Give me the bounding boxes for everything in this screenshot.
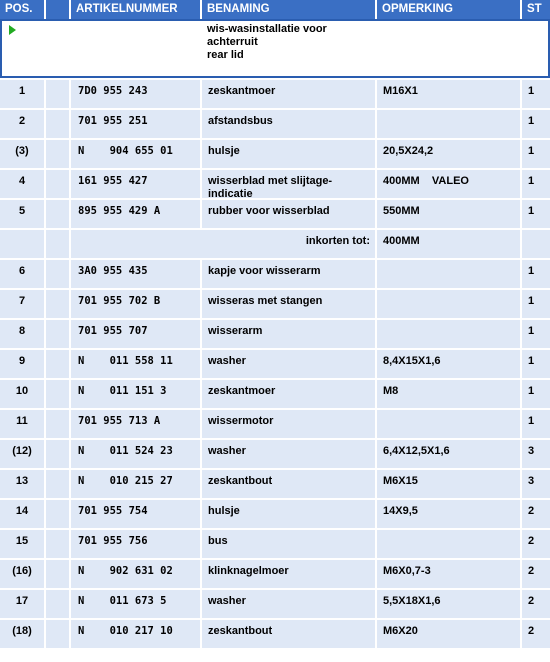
cell-benaming: afstandsbus [202, 110, 377, 138]
cell-pos: 10 [0, 380, 46, 408]
cell-pos: 13 [0, 470, 46, 498]
col-header-benaming[interactable]: BENAMING [202, 0, 377, 19]
cell-opmerking: 8,4X15X1,6 [377, 350, 522, 378]
cell-st: 3 [528, 445, 535, 457]
cell-artikelnummer: N 011 673 5 [71, 590, 202, 618]
table-row[interactable] [0, 200, 550, 228]
cell-benaming: zeskantbout [202, 470, 377, 498]
cell-pos: 14 [0, 500, 46, 528]
cell-opmerking: 400MM [377, 230, 522, 258]
cell-opmerking [377, 290, 522, 318]
cell-st: 1 [528, 175, 535, 187]
cell-st: 1 [528, 415, 535, 427]
cell-blank [46, 440, 71, 468]
cell-artikelnummer: 161 955 427 [71, 170, 202, 198]
cell-blank [46, 350, 71, 378]
cell-st: 2 [528, 625, 535, 637]
table-row[interactable] [0, 590, 550, 618]
cell-opmerking: M8 [377, 380, 522, 408]
cell-artikelnummer: 701 955 702 B [71, 290, 202, 318]
cell-blank [46, 530, 71, 558]
cell-benaming: klinknagelmoer [202, 560, 377, 588]
table-row[interactable] [0, 230, 550, 258]
group-line: achterruit [207, 36, 258, 48]
cell-pos: 9 [0, 350, 46, 378]
cell-blank [46, 260, 71, 288]
table-row[interactable] [0, 500, 550, 528]
table-row[interactable] [0, 290, 550, 318]
cell-benaming: wisserblad met slijtage- indicatie [202, 170, 377, 198]
cell-blank [46, 410, 71, 438]
cell-st: 1 [528, 145, 535, 157]
cell-opmerking: M6X15 [377, 470, 522, 498]
cell-blank [46, 140, 71, 168]
cell-opmerking: 400MM VALEO [377, 170, 522, 198]
cell-st: 1 [528, 355, 535, 367]
table-row[interactable] [0, 140, 550, 168]
cell-blank [46, 170, 71, 198]
cell-benaming: washer [202, 590, 377, 618]
cell-opmerking: 6,4X12,5X1,6 [377, 440, 522, 468]
cell-benaming: wissermotor [202, 410, 377, 438]
cell-opmerking: M6X20 [377, 620, 522, 648]
cell-pos [0, 230, 46, 258]
table-row[interactable] [0, 410, 550, 438]
cell-st: 2 [528, 505, 535, 517]
cell-opmerking: M16X1 [377, 80, 522, 108]
table-row[interactable] [0, 350, 550, 378]
cell-st: 2 [528, 565, 535, 577]
cell-opmerking [377, 260, 522, 288]
cell-benaming: hulsje [202, 140, 377, 168]
cell-artikelnummer: 895 955 429 A [71, 200, 202, 228]
cell-st: 1 [528, 115, 535, 127]
cell-benaming: washer [202, 440, 377, 468]
table-row[interactable] [0, 320, 550, 348]
cell-artikelnummer: N 011 558 11 [71, 350, 202, 378]
cell-benaming: wisseras met stangen [202, 290, 377, 318]
cell-st [522, 230, 550, 258]
cell-artikelnummer: N 010 215 27 [71, 470, 202, 498]
cell-opmerking: 14X9,5 [377, 500, 522, 528]
cell-artikelnummer: 3A0 955 435 [71, 260, 202, 288]
cell-benaming: hulsje [202, 500, 377, 528]
cell-benaming: kapje voor wisserarm [202, 260, 377, 288]
cell-opmerking: 5,5X18X1,6 [377, 590, 522, 618]
cell-st: 1 [528, 85, 535, 97]
cell-artikelnummer: 701 955 707 [71, 320, 202, 348]
table-row[interactable] [0, 170, 550, 198]
cell-st: 2 [528, 535, 535, 547]
cell-st: 1 [528, 295, 535, 307]
cell-artikelnummer: N 904 655 01 [71, 140, 202, 168]
cell-pos: 17 [0, 590, 46, 618]
cell-benaming: rubber voor wisserblad [202, 200, 377, 228]
cell-opmerking [377, 110, 522, 138]
cell-blank [46, 290, 71, 318]
cell-opmerking: M6X0,7-3 [377, 560, 522, 588]
cell-pos: (3) [0, 140, 46, 168]
cell-pos: 2 [0, 110, 46, 138]
cell-pos: 1 [0, 80, 46, 108]
cell-blank [46, 560, 71, 588]
table-row[interactable] [0, 260, 550, 288]
col-header-blank [46, 0, 71, 19]
cell-pos: 15 [0, 530, 46, 558]
col-header-pos[interactable]: POS. [0, 0, 46, 19]
cell-st: 1 [528, 265, 535, 277]
table-row[interactable] [0, 470, 550, 498]
cell-benaming: zeskantmoer [202, 380, 377, 408]
cell-benaming: zeskantbout [202, 620, 377, 648]
table-row[interactable] [0, 560, 550, 588]
row-pointer-icon [9, 25, 16, 35]
cell-pos: (18) [0, 620, 46, 648]
cell-opmerking: 20,5X24,2 [377, 140, 522, 168]
cell-artikelnummer: 701 955 713 A [71, 410, 202, 438]
table-row[interactable] [0, 380, 550, 408]
cell-benaming: wisserarm [202, 320, 377, 348]
cell-blank [46, 620, 71, 648]
group-description [207, 23, 327, 62]
cell-blank [46, 80, 71, 108]
cell-blank [46, 320, 71, 348]
cell-benaming: washer [202, 350, 377, 378]
cell-benaming: inkorten tot: [71, 230, 377, 258]
cell-st: 1 [528, 325, 535, 337]
cell-pos: 8 [0, 320, 46, 348]
cell-artikelnummer: 701 955 251 [71, 110, 202, 138]
cell-pos: (16) [0, 560, 46, 588]
cell-artikelnummer: 701 955 756 [71, 530, 202, 558]
table-header [0, 0, 550, 19]
cell-blank [46, 200, 71, 228]
cell-blank [46, 470, 71, 498]
group-line: wis-wasinstallatie voor [207, 23, 327, 35]
cell-st: 1 [528, 205, 535, 217]
cell-blank [46, 380, 71, 408]
cell-artikelnummer: N 010 217 10 [71, 620, 202, 648]
cell-blank [46, 500, 71, 528]
cell-pos: 5 [0, 200, 46, 228]
table-row[interactable] [0, 620, 550, 648]
cell-st: 2 [528, 595, 535, 607]
cell-blank [46, 230, 71, 258]
cell-opmerking [377, 320, 522, 348]
cell-opmerking [377, 410, 522, 438]
cell-blank [46, 590, 71, 618]
cell-benaming: bus [202, 530, 377, 558]
cell-artikelnummer: 701 955 754 [71, 500, 202, 528]
cell-artikelnummer: 7D0 955 243 [71, 80, 202, 108]
cell-pos: 11 [0, 410, 46, 438]
col-header-artikelnummer[interactable]: ARTIKELNUMMER [71, 0, 202, 19]
cell-blank [46, 110, 71, 138]
table-row[interactable] [0, 440, 550, 468]
col-header-st[interactable]: ST [527, 3, 542, 15]
group-line: rear lid [207, 49, 244, 61]
cell-opmerking: 550MM [377, 200, 522, 228]
cell-pos: 4 [0, 170, 46, 198]
table-row[interactable] [0, 530, 550, 558]
table-row[interactable] [0, 80, 550, 108]
table-row[interactable] [0, 110, 550, 138]
cell-st: 1 [528, 385, 535, 397]
cell-artikelnummer: N 902 631 02 [71, 560, 202, 588]
cell-opmerking [377, 530, 522, 558]
cell-benaming: zeskantmoer [202, 80, 377, 108]
cell-artikelnummer: N 011 524 23 [71, 440, 202, 468]
cell-pos: 7 [0, 290, 46, 318]
cell-st: 3 [528, 475, 535, 487]
cell-artikelnummer: N 011 151 3 [71, 380, 202, 408]
col-header-opmerking[interactable]: OPMERKING [377, 0, 522, 19]
cell-pos: (12) [0, 440, 46, 468]
selected-group-row[interactable] [0, 19, 550, 78]
cell-pos: 6 [0, 260, 46, 288]
